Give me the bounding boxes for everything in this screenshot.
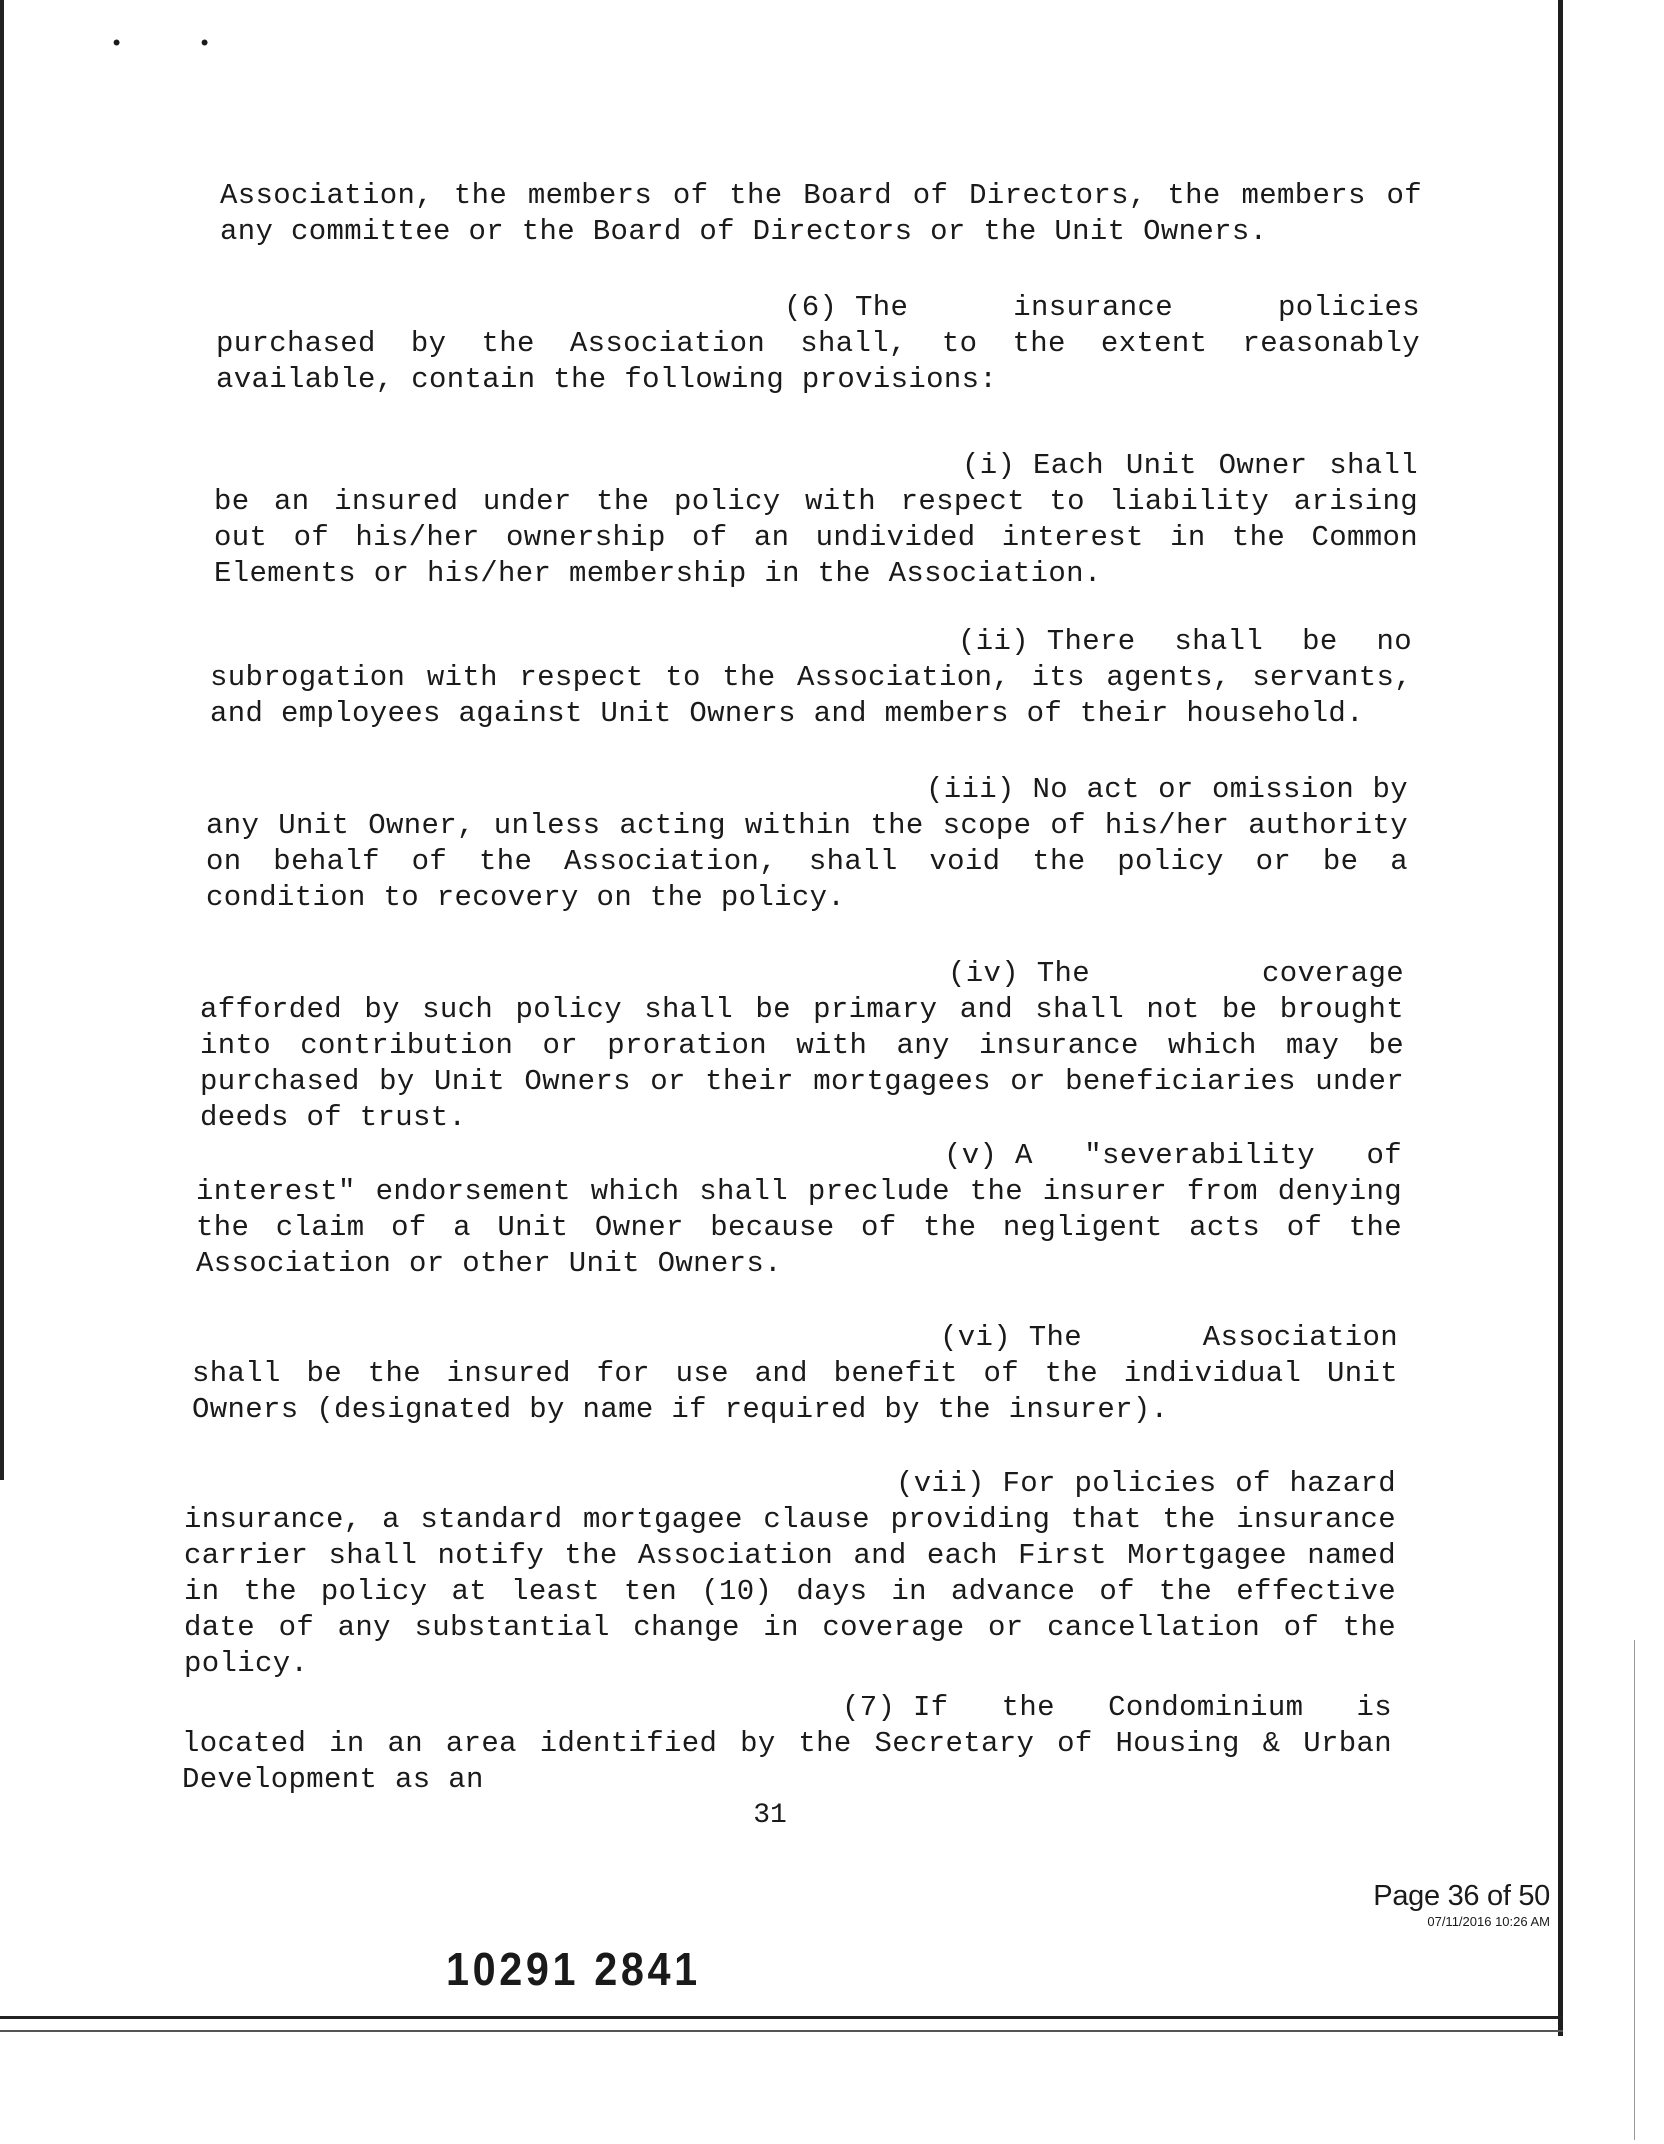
paragraph-6-iv [200, 956, 1404, 1136]
paragraph-7 [182, 1690, 1392, 1798]
paragraph-text: "severability of interest" endorsement which shall preclude the insurer from denying the claim of a Unit Owner because of the negligent acts of the Association or other Unit Owners. [196, 1139, 1402, 1280]
scan-frame-right [1558, 0, 1563, 2036]
paragraph-lead: (ii) There [958, 625, 1136, 658]
paragraph-lead: (7) If [842, 1691, 949, 1724]
paragraph-lead: (vi) The [940, 1321, 1083, 1354]
scan-frame-left [0, 0, 4, 1480]
paragraph-6-iii [206, 772, 1408, 916]
paragraph-text: coverage afforded by such policy shall be primary and shall not be brought into contribution or proration with any insurance which may be purchased by Unit Owners or their mortgagees or beneficiaries under deeds of trust. [200, 957, 1404, 1134]
paragraph-text: Unit Owner shall be an insured under the policy with respect to liability arising out of his/her ownership of an undivided interest in the Common Elements or his/her membership in the Association. [214, 449, 1418, 590]
scan-frame-bottom-shadow [0, 2030, 1563, 2032]
recording-stamp-datetime: 07/11/2016 10:26 AM [1427, 1914, 1550, 1929]
paragraph-text: policies of hazard insurance, a standard mortgagee clause providing that the insurance carrier shall notify the Association and each First Mortgagee named in the policy at least ten (10) days in advance of the effective date of any substantial change in coverage or cancellation of the policy. [184, 1467, 1396, 1680]
paragraph-lead: (iv) The [948, 957, 1091, 990]
paragraph-continuation [220, 178, 1422, 250]
scan-edge-line [1634, 1640, 1635, 2140]
paragraph-6-v [196, 1138, 1402, 1282]
paragraph-lead: (v) A [944, 1139, 1033, 1172]
paragraph-lead: (iii) No [926, 773, 1069, 806]
scan-mark: • [198, 32, 212, 57]
paragraph-lead: (6) The [784, 291, 909, 324]
paragraph-lead: (i) Each [962, 449, 1105, 482]
recording-stamp-page: Page 36 of 50 [1373, 1880, 1550, 1912]
paragraph-6-i [214, 448, 1418, 592]
paragraph-6-vii [184, 1466, 1396, 1682]
paragraph-text: insurance policies purchased by the Association shall, to the extent reasonably available, contain the following provisions: [216, 291, 1420, 396]
paragraph-6 [216, 290, 1420, 398]
paragraph-text: the Condominium is located in an area identified by the Secretary of Housing & Urban Development as an [182, 1691, 1392, 1796]
paragraph-text: Association shall be the insured for use and benefit of the individual Unit Owners (designated by name if required by the insurer). [192, 1321, 1398, 1426]
scan-frame-bottom [0, 2016, 1563, 2019]
paragraph-lead: (vii) For [896, 1467, 1056, 1500]
book-page-reference: 10291 2841 [446, 1943, 701, 1995]
paragraph-6-ii [210, 624, 1412, 732]
paragraph-6-vi [192, 1320, 1398, 1428]
paragraph-text: Association, the members of the Board of Directors, the members of any committee or the Board of Directors or the Unit Owners. [220, 179, 1422, 248]
scan-mark: • [110, 32, 124, 57]
page-number: 31 [753, 1800, 787, 1831]
paragraph-text: shall be no subrogation with respect to the Association, its agents, servants, and employees against Unit Owners and members of their household. [210, 625, 1412, 730]
paragraph-text: act or omission by any Unit Owner, unless acting within the scope of his/her authority on behalf of the Association, shall void the policy or be a condition to recovery on the policy. [206, 773, 1408, 914]
